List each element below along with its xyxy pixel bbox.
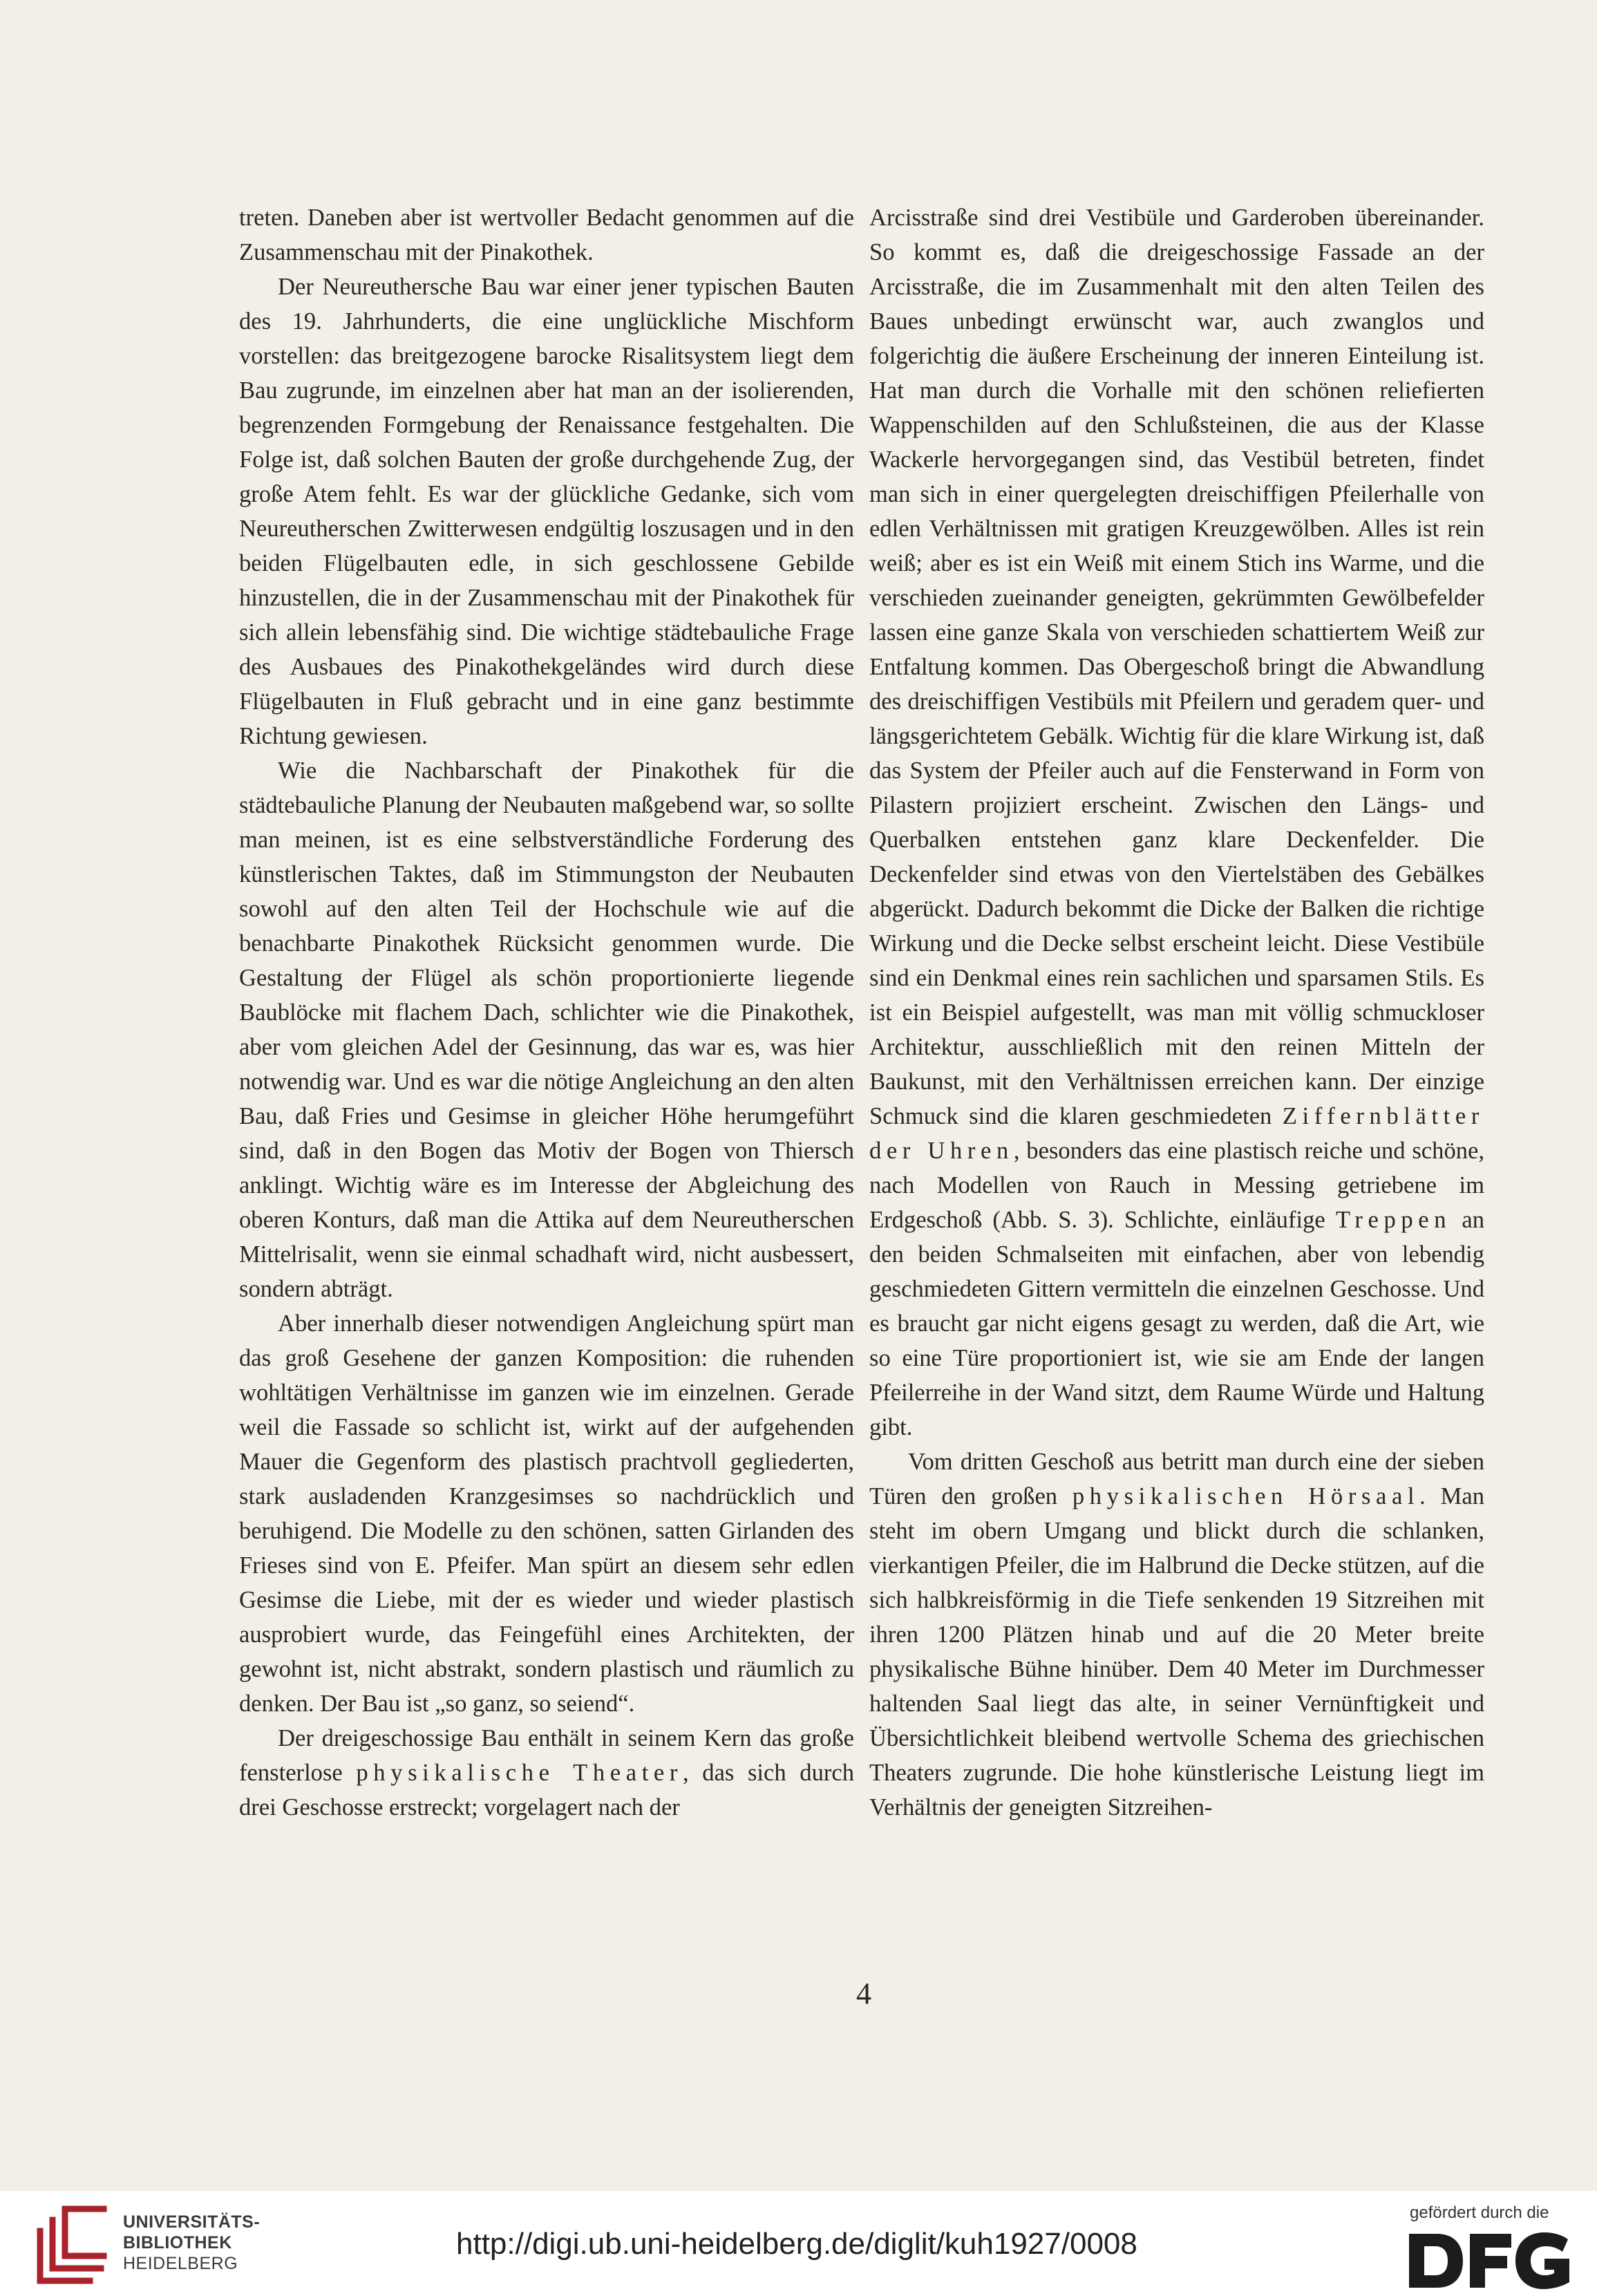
paragraph: Der Neureuthersche Bau war einer jener typischen Bauten des 19. Jahrhunderts, die eine unglückliche Mischform vorstellen: das breitgezogene barocke Risalitsystem liegt dem Bau zugrunde, im einzelnen aber hat man an der isolierenden, begrenzenden Formgebung der Renaissance festgehalten. Die Folge ist, daß solchen Bauten der große durchgehende Zug, der große Atem fehlt. Es war der glückliche Gedanke, sich vom Neureutherschen Zwitterwesen endgültig loszusagen und in den beiden Flügelbauten edle, in sich geschlossene Gebilde hinzustellen, die in der Zusammenschau mit der Pinakothek für sich allein lebensfähig sind. Die wichtige städtebauliche Frage des Ausbaues des Pinakothekgeländes wird durch diese Flügelbauten in Fluß gebracht und in eine ganz bestimmte Richtung gewiesen. (239, 274, 854, 749)
library-name-line: UNIVERSITÄTS- (123, 2212, 261, 2232)
paragraph: treten. Daneben aber ist wertvoller Bedacht genommen auf die Zusammenschau mit der Pinakothek. (239, 205, 854, 265)
paragraph: Aber innerhalb dieser notwendigen Angleichung spürt man das groß Gesehene der ganzen Komposition: die ruhenden wohltätigen Verhältnisse im ganzen wie im einzelnen. Gerade weil die Fassade so schlicht ist, wirkt auf der aufgehenden Mauer die Gegenform des plastisch prachtvoll gegliederten, stark ausladenden Kranzgesimses so nachdrücklich und beruhigend. Die Modelle zu den schönen, satten Girlanden des Frieses sind von E. Pfeifer. Man spürt an diesem sehr edlen Gesimse die Liebe, mit der es wieder und wieder plastisch ausprobiert wurde, das Feingefühl eines Architekten, der gewohnt ist, nicht abstrakt, sondern plastisch und räumlich zu denken. Der Bau ist „so ganz, so seiend“. (239, 1310, 854, 1717)
permalink-url[interactable]: http://digi.ub.uni-heidelberg.de/diglit/kuh1927/0008 (456, 2227, 1137, 2261)
text-run: . Man steht im obern Umgang und blickt durch die schlanken, vierkantigen Pfeiler, die im Halbrund die Decke stützen, auf die sich halbkreisförmig in die Tiefe senkenden 19 Sitzreihen mit ihren 1200 Plätzen hinab und auf die 20 Meter breite physikalische Bühne hinüber. Dem 40 Meter im Durchmesser haltenden Saal liegt das alte, in seiner Vernünftigkeit und Übersichtlichkeit bleibend wertvolle Schema des griechischen Theaters zugrunde. Die hohe künstlerische Leistung liegt im Verhältnis der geneigten Sitzreihen- (869, 1483, 1484, 1820)
text-run: Vom dritten Geschoß aus betritt man durch eine der sieben Türen den großen (869, 1449, 1484, 1509)
spaced-emphasis: physikalischen Hörsaal (1072, 1483, 1420, 1509)
left-text-column (239, 200, 854, 1825)
library-name-line: HEIDELBERG (123, 2254, 238, 2273)
text-run: Arcisstraße sind drei Vestibüle und Garderoben übereinander. So kommt es, daß die dreigeschossige Fassade an der Arcisstraße, die im Zusammenhalt mit den alten Teilen des Baues unbedingt erwünscht war, auch zwanglos und folgerichtig die äußere Erscheinung der inneren Einteilung ist. Hat man durch die Vorhalle mit den schönen reliefierten Wappenschilden auf den Schlußsteinen, die aus der Klasse Wackerle hervorgegangen sind, das Vestibül betreten, findet man sich in einer quergelegten dreischiffigen Pfeilerhalle von edlen Verhältnissen mit gratigen Kreuzgewölben. Alles ist rein weiß; aber es ist ein Weiß mit einem Stich ins Warme, und die verschieden zueinander geneigten, gekrümmten Gewölbefelder lassen eine ganze Skala von verschieden schattiertem Weiß zur Entfaltung kommen. Das Obergeschoß bringt die Abwandlung des dreischiffigen Vestibüls mit Pfeilern und geradem quer- und längsgerichtetem Gebälk. Wichtig für die klare Wirkung ist, daß das System der Pfeiler auch auf die Fensterwand in Form von Pilastern projiziert erscheint. Zwischen den Längs- und Querbalken entstehen ganz klare Deckenfelder. Die Deckenfelder sind etwas von den Viertelstäben des Gebälkes abgerückt. Dadurch bekommt die Dicke der Balken die richtige Wirkung und die Decke selbst erscheint leicht. Diese Vestibüle sind ein Denkmal eines rein sachlichen und sparsamen Stils. Es ist ein Beispiel aufgestellt, was man mit völlig schmuckloser Architektur, ausschließlich mit den reinen Mitteln der Baukunst, mit den Verhältnissen erreichen kann. Der einzige Schmuck sind die klaren geschmiedeten (869, 205, 1484, 1129)
paragraph (239, 1721, 854, 1825)
paragraph: Wie die Nachbarschaft der Pinakothek für die städtebauliche Planung der Neubauten maßgebend war, so sollte man meinen, ist es eine selbstverständliche Forderung des künstlerischen Taktes, daß im Stimmungston der Neubauten sowohl auf den alten Teil der Hochschule wie auf die benachbarte Pinakothek Rücksicht genommen wurde. Die Gestaltung der Flügel als schön proportionierte liegende Baublöcke mit flachem Dach, schlichter wie die Pinakothek, aber vom gleichen Adel der Gesinnung, das war es, was hier notwendig war. Und es war die nötige Angleichung an den alten Bau, daß Fries und Gesimse in gleicher Höhe herumgeführt sind, daß in den Bogen das Motiv der Bogen von Thiersch anklingt. Wichtig wäre es im Interesse der Abgleichung des oberen Konturs, daß man die Attika auf dem Neureutherschen Mittelrisalit, wenn sie einmal schadhaft wird, nicht ausbessert, sondern abträgt. (239, 758, 854, 1302)
funding-note: gefördert durch die (1410, 2203, 1549, 2222)
text-run: an den beiden Schmalseiten mit einfachen, aber von lebendig geschmiedeten Gittern vermitteln die einzelnen Geschosse. Und es braucht gar nicht eigens gesagt zu werden, daß die Art, wie so eine Türe proportioniert ist, wie sie am Ende der langen Pfeilerreihe in der Wand sitzt, dem Raume Würde und Haltung gibt. (869, 1207, 1485, 1440)
text-run: , das sich durch drei Geschosse erstreckt; vorgelagert nach der (239, 1760, 855, 1820)
digitization-footer (0, 2191, 1597, 2296)
paragraph (869, 200, 1484, 1445)
spaced-emphasis: physikalische Theater (356, 1760, 683, 1786)
dfg-logo-icon (1406, 2231, 1572, 2290)
text-run: , besonders das eine plastisch reiche und schöne, nach Modellen von Rauch in Messing getriebene im Erdgeschoß (Abb. S. 3). Schlichte, einläufige (869, 1138, 1485, 1233)
spaced-emphasis: Ziffernblätter der Uhren (869, 1103, 1484, 1164)
right-text-column (869, 200, 1484, 1825)
text-run: Der dreigeschossige Bau enthält in seinem Kern das große fensterlose (239, 1725, 854, 1786)
library-name-line: BIBLIOTHEK (123, 2233, 232, 2252)
library-logo-icon (35, 2203, 109, 2285)
paragraph (869, 1445, 1484, 1825)
library-name (123, 2212, 260, 2274)
spaced-emphasis: Treppen (1335, 1207, 1452, 1233)
page-number: 4 (856, 1977, 871, 2011)
